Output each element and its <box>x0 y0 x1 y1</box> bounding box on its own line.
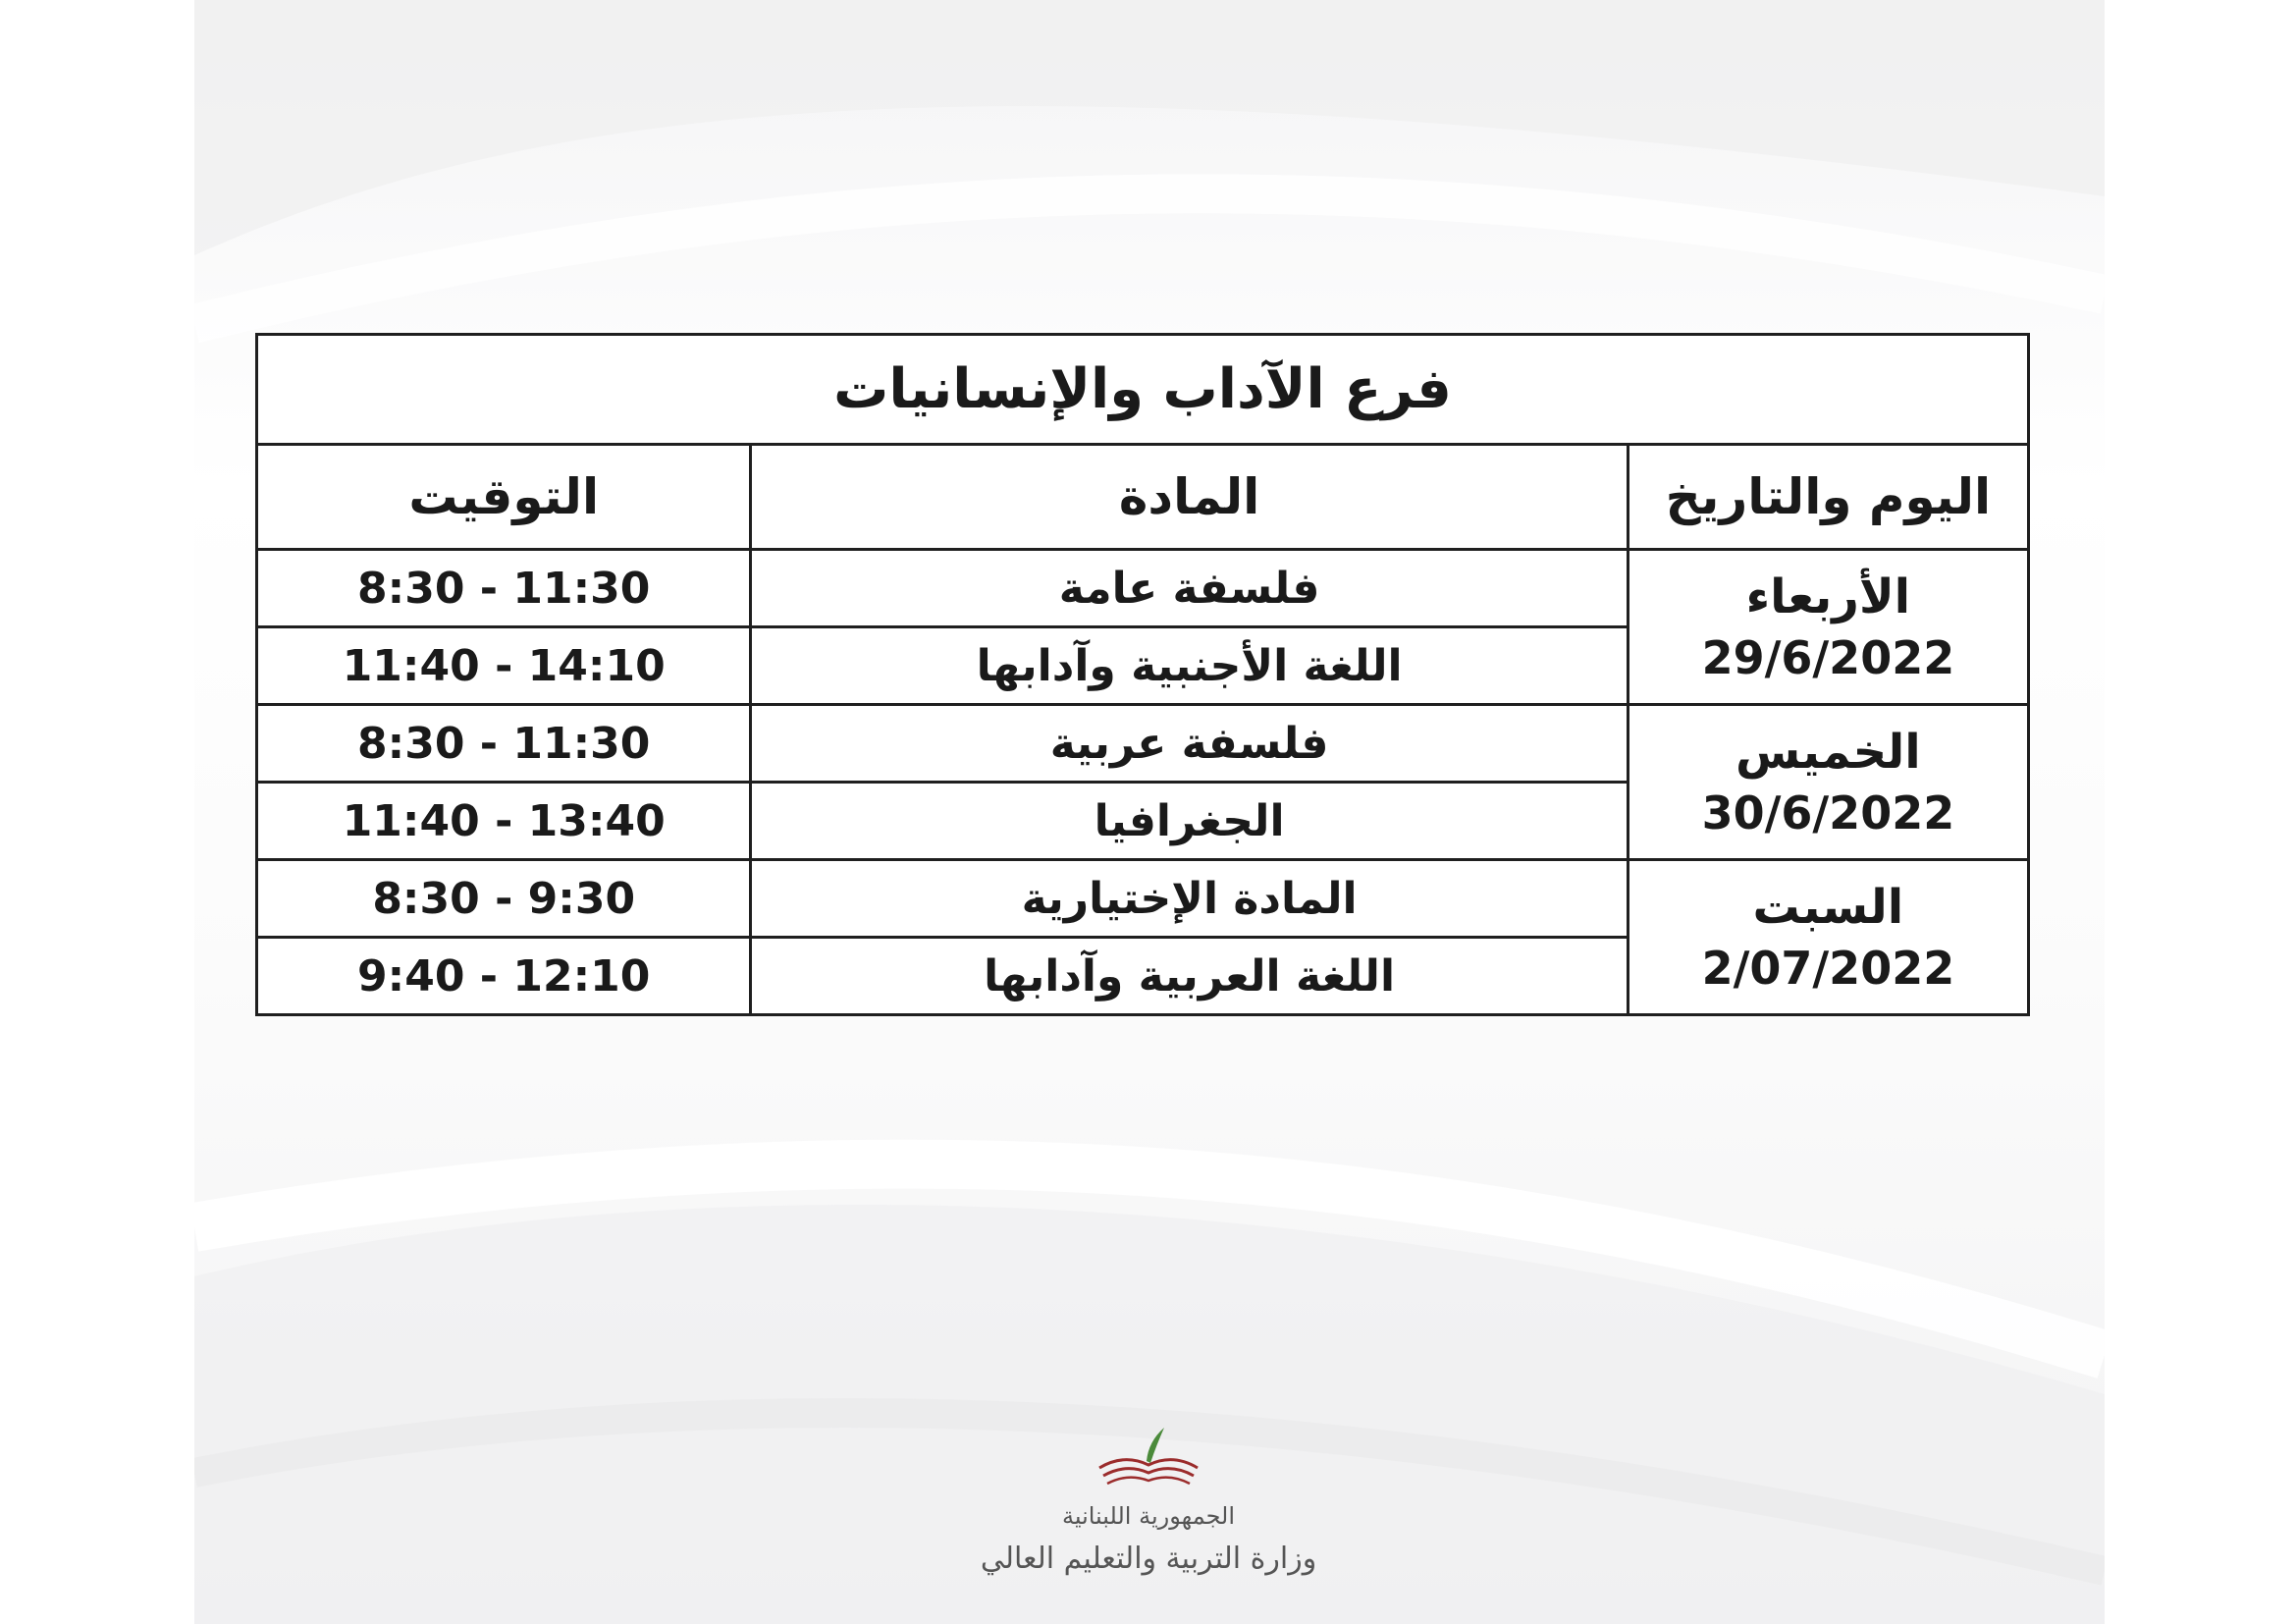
header-subject: المادة <box>751 445 1628 550</box>
day-date: 29/6/2022 <box>1701 630 1955 684</box>
ministry-logo-icon <box>1080 1424 1217 1492</box>
time-cell: 8:30 - 11:30 <box>257 550 751 627</box>
table-row <box>257 550 2029 627</box>
header-day-date: اليوم والتاريخ <box>1628 445 2028 550</box>
table-row <box>257 860 2029 938</box>
day-date: 30/6/2022 <box>1701 785 1955 839</box>
table-row <box>257 705 2029 783</box>
day-cell <box>1628 860 2028 1015</box>
subject-cell: اللغة الأجنبية وآدابها <box>751 627 1628 705</box>
header-row <box>257 445 2029 550</box>
time-cell: 8:30 - 11:30 <box>257 705 751 783</box>
day-name: الأربعاء <box>1745 568 1911 624</box>
time-cell: 9:40 - 12:10 <box>257 938 751 1015</box>
header-time: التوقيت <box>257 445 751 550</box>
subject-cell: الجغرافيا <box>751 783 1628 860</box>
day-name: السبت <box>1752 879 1904 935</box>
day-cell <box>1628 550 2028 705</box>
ministry-label: وزارة التربية والتعليم العالي <box>980 1542 1317 1576</box>
day-name: الخميس <box>1735 724 1921 780</box>
day-cell <box>1628 705 2028 860</box>
subject-cell: اللغة العربية وآدابها <box>751 938 1628 1015</box>
time-cell: 11:40 - 13:40 <box>257 783 751 860</box>
subject-cell: فلسفة عامة <box>751 550 1628 627</box>
subject-cell: فلسفة عربية <box>751 705 1628 783</box>
day-date: 2/07/2022 <box>1701 941 1955 995</box>
time-cell: 11:40 - 14:10 <box>257 627 751 705</box>
exam-schedule-table <box>255 333 2030 1016</box>
subject-cell: المادة الإختيارية <box>751 860 1628 938</box>
time-cell: 8:30 - 9:30 <box>257 860 751 938</box>
republic-label: الجمهورية اللبنانية <box>1061 1502 1236 1530</box>
table-title: فرع الآداب والإنسانيات <box>257 335 2029 445</box>
